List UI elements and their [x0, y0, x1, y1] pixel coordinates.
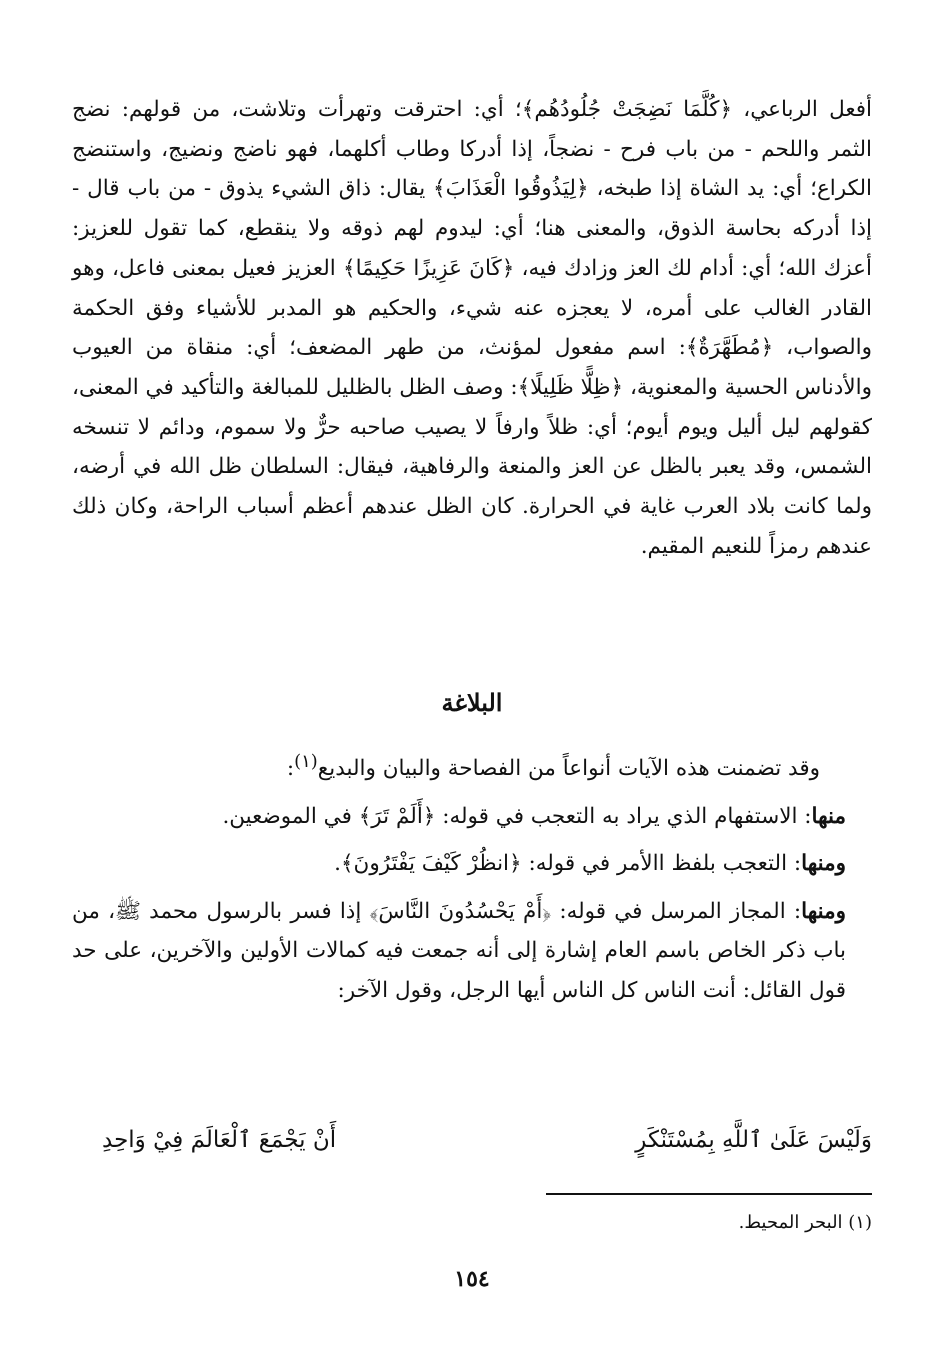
verse-first-hemistich: وَلَيْسَ عَلَىٰ ٱللَّهِ بِمُسْتَنْكَرٍ [635, 1127, 872, 1153]
rhetoric-item [72, 797, 872, 837]
rhetoric-intro [72, 742, 872, 789]
rhetoric-item-text: : الاستفهام الذي يراد به التعجب في قوله: ﴿أَلَمْ تَرَ﴾ في الموضعين. [222, 803, 812, 829]
commentary-paragraph: أفعل الرباعي، ﴿كُلَّمَا نَضِجَتْ جُلُودُهُم﴾؛ أي: احترقت وتهرأت وتلاشت، من قولهم: نضج الثمر واللحم - من باب فرح - نضجاً، إذا أدركا وطاب أكلهما، فهو ناضج ونضيج، واستنضج الكراع؛ أي: يد الشاة إذا طبخه، ﴿لِيَذُوقُوا الْعَذَابَ﴾ يقال: ذاق الشيء يذوق - من باب قال - إذا أدركه بحاسة الذوق، والمعنى هنا؛ أي: ليدوم لهم ذوقه ولا ينقطع، كما تقول للعزيز: أعزك الله؛ أي: أدام لك العز وزادك فيه، ﴿كَانَ عَزِيزًا حَكِيمًا﴾ العزيز فعيل بمعنى فاعل، وهو القادر الغالب على أمره، لا يعجزه عنه شيء، والحكيم هو المدبر للأشياء وفق الحكمة والصواب، ﴿مُطَهَّرَةٌ﴾: اسم مفعول لمؤنث، من طهر المضعف؛ أي: منقاة من العيوب والأدناس الحسية والمعنوية، ﴿ظِلًّا ظَلِيلًا﴾: وصف الظل بالظليل للمبالغة والتأكيد في المعنى، كقولهم ليل أليل ويوم أيوم؛ أي: ظلاً وارفاً لا يصيب صاحبه حرٌّ ولا سموم، ودائم لا تنسخه الشمس، وقد يعبر بالظل عن العز والمنعة والرفاهية، فيقال: السلطان ظل الله في أرضه، ولما كانت بلاد العرب غاية في الحرارة. كان الظل عندهم أعظم أسباب الراحة، وكان ذلك عندهم رمزاً للنعيم المقيم. [72, 97, 872, 559]
body-text [72, 90, 872, 566]
rhetoric-item-label: ومنها [801, 898, 846, 924]
rhetoric-item-text: : التعجب بلفظ االأمر في قوله: ﴿انظُرْ كَيْفَ يَفْتَرُونَ﴾. [334, 851, 802, 877]
footnote: (١) البحر المحيط. [738, 1212, 872, 1233]
rhetoric-intro-end: : [286, 756, 295, 782]
rhetoric-item-text: : المجاز المرسل في قوله: ﴿أَمْ يَحْسُدُونَ النَّاسَ﴾ إذا فسر بالرسول محمد ﷺ، من باب ذكر الخاص باسم العام إشارة إلى أنه جمعت فيه كمالات الأولين والآخرين، على حد قول القائل: أنت الناس كل الناس أيها الرجل، وقول الآخر: [72, 898, 846, 1003]
rhetoric-item-label: ومنها [801, 851, 846, 877]
page-number: ١٥٤ [454, 1266, 490, 1292]
poetry-verse [72, 1118, 872, 1162]
rhetoric-item [72, 892, 872, 1011]
verse-second-hemistich: أَنْ يَجْمَعَ ٱلْعَالَمَ فِيْ وَاحِدِ [102, 1127, 337, 1153]
footnote-divider [546, 1193, 872, 1195]
footnote-reference: (١) [294, 751, 318, 772]
rhetoric-item [72, 844, 872, 884]
section-heading: البلاغة [441, 688, 503, 717]
rhetoric-section [72, 742, 872, 1018]
rhetoric-item-label: منها [811, 803, 846, 829]
rhetoric-intro-text: وقد تضمنت هذه الآيات أنواعاً من الفصاحة والبيان والبديع [317, 756, 820, 782]
